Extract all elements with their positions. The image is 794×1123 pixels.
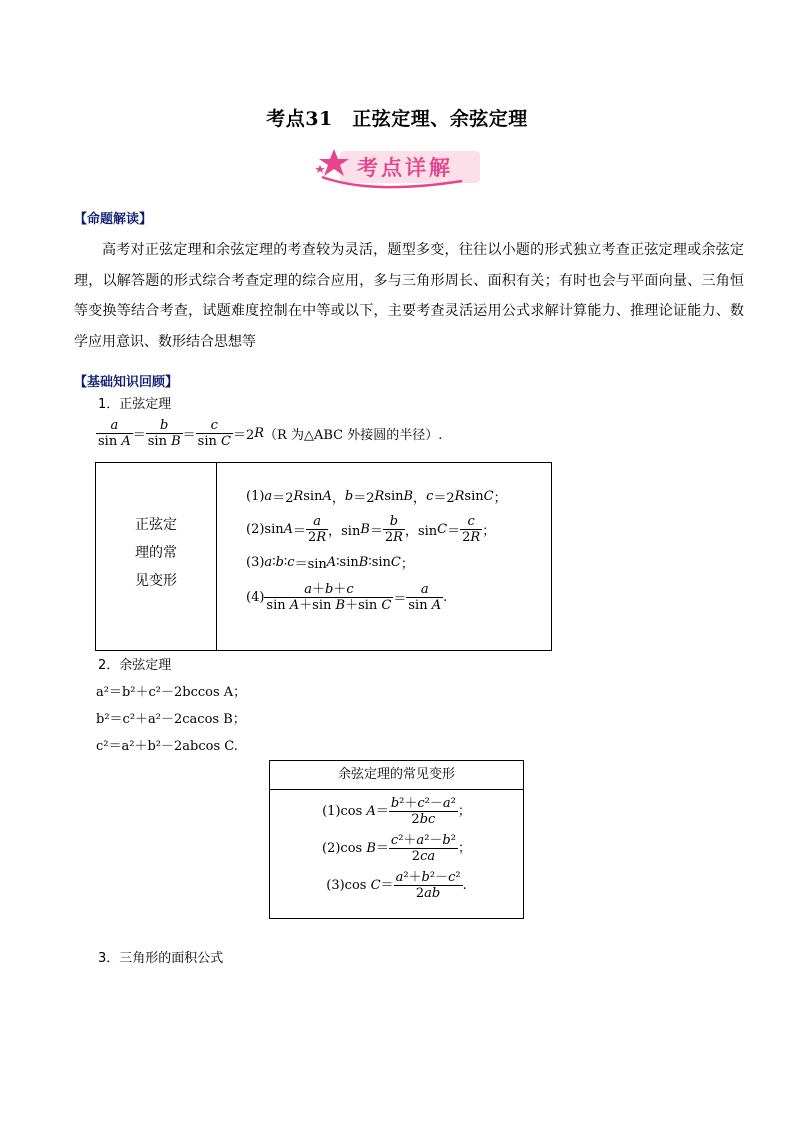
law-of-sines-note: （R 为△ABC 外接圆的半径）. <box>264 428 443 443</box>
banner-text: 考点详解 <box>357 156 453 180</box>
law-of-sines-formula: $\frac{a}{\text{sin A}}$ ＝ $\frac{b}{\text{sin B}}$ ＝ $\frac{c}{\text{sin C}}$ ＝2 R （R 为△ABC 外接圆的半径）. <box>98 418 443 449</box>
law-of-cosines-variants-table <box>269 760 524 919</box>
law-of-cosines-formulas: a²＝b²＋c²－2bccos A； b²＝c²＋a²－2cacos B； c²＝a²＋b²－2abcos C. <box>96 685 247 754</box>
interpretation-paragraph: 高考对正弦定理和余弦定理的考查较为灵活，题型多变，往往以小题的形式独立考查正弦定理或余弦定理，以解答题的形式综合考查定理的综合应用，多与三角形周长、面积有关；有时也会与平面向量、三角恒等变换等结合考查，试题难度控制在中等或以下，主要考查灵活运用公式求解计算能力、推理论证能力、数学应用意识、数形结合思想等 <box>74 242 744 350</box>
section-heading-interpretation: 【命题解读】 <box>74 212 153 227</box>
table1-label: 正弦定 理的常 见变形 <box>135 517 177 589</box>
item-heading-law-of-cosines: 2．余弦定理 <box>98 658 172 673</box>
page-title: 考点31 正弦定理、余弦定理 <box>266 108 528 130</box>
section-heading-basics: 【基础知识回顾】 <box>74 375 179 390</box>
banner-graphic <box>312 147 484 191</box>
small-star-icon <box>315 165 325 173</box>
table2-formulas: (1)cos A＝ $\frac{\text{b²＋c²－a²}}{2bc}$ ； (2)cos B＝ $\frac{\text{c²＋a²－b²}}{2ca}$ ； (3)cos C＝ $\frac{\text{a²＋b²－c²}}{2ab}$ . <box>322 796 471 901</box>
table1-formulas: (1) a ＝2 R sin A ， b ＝2 R sin B ， c ＝2 R sin C ； (2)sin A ＝ $\frac{a}{2R}$ ，sin B ＝ $\frac{b}{2R}$ ，sin C ＝ $\frac{c}{2R}$ ； (3) a ∶ b ∶ c ＝sin A ∶sin B ∶sin C ； (4) $\frac{a+b+c}{\text{sin A＋sin B＋sin C}}$ ＝ $\frac{a}{\text{sin A}}$ . <box>246 488 507 613</box>
item-heading-law-of-sines: 1．正弦定理 <box>98 397 172 412</box>
law-of-sines-variants-table <box>95 462 552 651</box>
table2-header: 余弦定理的常见变形 <box>270 761 523 790</box>
item-heading-triangle-area: 3．三角形的面积公式 <box>98 951 224 966</box>
section-banner <box>312 147 484 195</box>
